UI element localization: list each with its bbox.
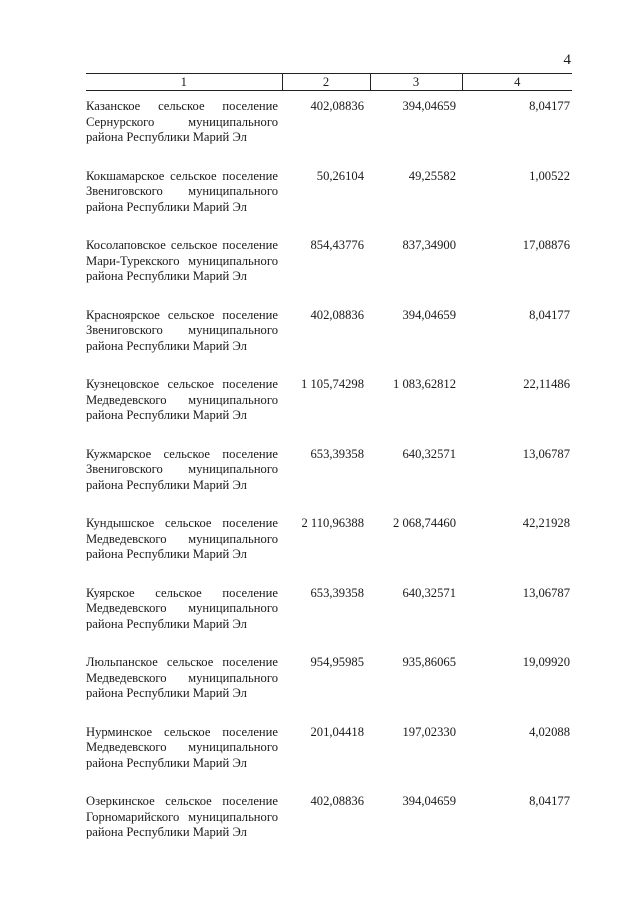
- value-column-3: 394,04659: [402, 794, 456, 808]
- value-column-3: 394,04659: [402, 307, 456, 322]
- value-column-4: 8,04177: [529, 307, 570, 322]
- value-column-4: 19,09920: [522, 655, 570, 669]
- value-column-4: 13,06787: [522, 446, 570, 461]
- table-row: [86, 377, 572, 447]
- table-row: [86, 725, 572, 795]
- header-spacer: [86, 91, 572, 100]
- table-row: [86, 99, 572, 169]
- table-row: [86, 169, 572, 239]
- value-column-3: 1 083,62812: [393, 377, 456, 391]
- table-row: [86, 516, 572, 586]
- settlement-name: Нурминское сельское поселение Медведевского муниципального района Республики Марий Эл: [86, 724, 278, 770]
- table-row: [86, 308, 572, 378]
- settlement-name: Кужмарское сельское поселение Звениговского муниципального района Республики Марий Эл: [86, 446, 278, 492]
- settlement-name: Красноярское сельское поселение Звениговского муниципального района Республики Марий Эл: [86, 307, 278, 353]
- value-column-2: 201,04418: [310, 724, 364, 739]
- table-body: [86, 91, 572, 864]
- value-column-2: 1 105,74298: [301, 377, 364, 391]
- value-column-4: 8,04177: [529, 794, 570, 808]
- header-row: [86, 74, 572, 91]
- value-column-4: 22,11486: [523, 377, 570, 391]
- table-row: [86, 447, 572, 517]
- table-header: [86, 74, 572, 91]
- value-column-3: 640,32571: [402, 585, 456, 600]
- value-column-3: 2 068,74460: [393, 516, 456, 530]
- value-column-4: 4,02088: [529, 724, 570, 739]
- value-column-4: 8,04177: [529, 99, 570, 113]
- settlement-name: Кузнецовское сельское поселение Медведевского муниципального района Республики Марий Эл: [86, 377, 278, 422]
- settlement-name: Озеркинское сельское поселение Горномарийского муниципального района Республики Марий Эл: [86, 794, 278, 839]
- table-row: [86, 586, 572, 656]
- value-column-2: 402,08836: [310, 99, 364, 113]
- value-column-2: 854,43776: [310, 238, 364, 252]
- value-column-2: 402,08836: [310, 307, 364, 322]
- table-row: [86, 794, 572, 864]
- value-column-2: 653,39358: [310, 446, 364, 461]
- value-column-2: 50,26104: [316, 168, 364, 183]
- column-header-1: 1: [86, 74, 282, 91]
- value-column-4: 42,21928: [522, 516, 570, 530]
- value-column-3: 197,02330: [402, 724, 456, 739]
- settlement-name: Косолаповское сельское поселение Мари-Турекского муниципального района Республики Марий Эл: [86, 238, 278, 283]
- column-header-2: 2: [282, 74, 370, 91]
- value-column-3: 640,32571: [402, 446, 456, 461]
- value-column-4: 13,06787: [522, 585, 570, 600]
- settlement-name: Казанское сельское поселение Сернурского муниципального района Республики Марий Эл: [86, 99, 278, 144]
- value-column-2: 954,95985: [310, 655, 364, 669]
- value-column-3: 49,25582: [408, 168, 456, 183]
- column-header-4: 4: [462, 74, 572, 91]
- value-column-3: 935,86065: [402, 655, 456, 669]
- settlement-name: Кокшамарское сельское поселение Звениговского муниципального района Республики Марий Эл: [86, 168, 278, 214]
- value-column-2: 2 110,96388: [301, 516, 364, 530]
- value-column-4: 1,00522: [529, 168, 570, 183]
- table-row: [86, 238, 572, 308]
- value-column-4: 17,08876: [522, 238, 570, 252]
- value-column-2: 402,08836: [310, 794, 364, 808]
- column-header-3: 3: [370, 74, 462, 91]
- settlement-name: Люльпанское сельское поселение Медведевского муниципального района Республики Марий Эл: [86, 655, 278, 700]
- value-column-3: 837,34900: [402, 238, 456, 252]
- table-row: [86, 655, 572, 725]
- value-column-3: 394,04659: [402, 99, 456, 113]
- allocation-table: [86, 73, 572, 864]
- settlement-name: Куярское сельское поселение Медведевского муниципального района Республики Марий Эл: [86, 585, 278, 631]
- value-column-2: 653,39358: [310, 585, 364, 600]
- page-number: 4: [563, 52, 571, 68]
- settlement-name: Кундышское сельское поселение Медведевского муниципального района Республики Марий Эл: [86, 516, 278, 561]
